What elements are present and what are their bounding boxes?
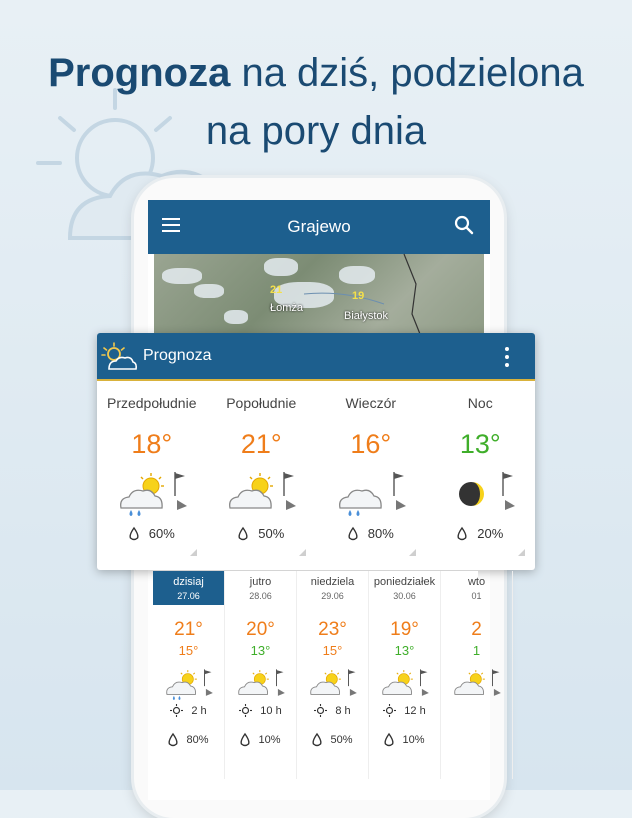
day-name: poniedziałek	[373, 576, 436, 588]
forecast-card-title: Prognoza	[143, 347, 212, 364]
day-name: wto	[467, 576, 486, 588]
rain-drop-icon	[168, 733, 178, 747]
search-icon[interactable]	[454, 215, 474, 235]
period-temp: 21°	[240, 429, 282, 459]
sun-hours-icon	[314, 704, 327, 717]
day-icon-wrap	[441, 668, 512, 696]
moon-icon	[441, 470, 519, 516]
day-column[interactable]	[225, 571, 297, 779]
more-vert-icon[interactable]	[505, 347, 509, 371]
rain-drop-icon	[384, 733, 394, 747]
day-min-temp: 13°	[394, 643, 415, 658]
rain-drop-icon	[240, 733, 250, 747]
day-max-temp: 21°	[174, 619, 203, 640]
day-header	[297, 571, 368, 605]
day-sun-value: 2 h	[191, 704, 207, 717]
day-icon-wrap	[369, 668, 440, 696]
forecast-card-header	[97, 333, 535, 381]
period-rain	[97, 526, 207, 541]
period-icon-wrap	[426, 470, 536, 512]
day-rain-value: 10%	[258, 734, 281, 746]
period-rain	[426, 526, 536, 541]
day-icon-wrap	[153, 668, 224, 696]
weather-map[interactable]	[154, 254, 484, 344]
day-rain-value: 10%	[402, 734, 425, 746]
day-column[interactable]	[297, 571, 369, 779]
day-icon-wrap	[225, 668, 296, 696]
day-icon-wrap	[297, 668, 368, 696]
forecast-periods	[97, 381, 535, 568]
day-name: jutro	[249, 576, 272, 588]
corner-triangle-icon	[409, 549, 416, 556]
day-sun	[369, 704, 440, 717]
map-city-lomza: Łomża	[270, 302, 304, 314]
period-column[interactable]	[97, 381, 207, 568]
day-date: 01	[471, 591, 482, 601]
day-header	[153, 571, 224, 605]
period-name: Przedpołudnie	[106, 395, 197, 411]
period-rain-value: 50%	[258, 526, 285, 541]
day-date: 29.06	[321, 591, 344, 601]
period-rain-value: 80%	[367, 526, 394, 541]
headline	[0, 44, 632, 160]
rain-drop-icon	[348, 527, 358, 541]
period-temp: 18°	[131, 429, 173, 459]
day-date: 27.06	[177, 591, 200, 601]
corner-triangle-icon	[299, 549, 306, 556]
period-name: Noc	[467, 395, 493, 411]
headline-line2: na pory dnia	[205, 109, 427, 153]
day-sun	[297, 704, 368, 717]
day-header	[441, 571, 512, 605]
day-min-temp: 13°	[250, 643, 271, 658]
period-icon-wrap	[316, 470, 426, 512]
corner-triangle-icon	[518, 549, 525, 556]
day-rain	[369, 733, 440, 747]
rain-drop-icon	[238, 527, 248, 541]
period-icon-wrap	[97, 470, 207, 512]
map-city-bialystok: Białystok	[344, 310, 389, 322]
rain-drop-icon	[312, 733, 322, 747]
sun-hours-icon	[239, 704, 252, 717]
period-column[interactable]	[207, 381, 317, 568]
day-sun-value: 10 h	[260, 704, 282, 717]
day-name: niedziela	[310, 576, 355, 588]
day-column[interactable]	[153, 571, 225, 779]
map-temp-lomza: 21	[270, 284, 283, 296]
day-min-temp: 15°	[178, 643, 199, 658]
rain-sun-icon	[113, 470, 191, 516]
headline-rest: na dziś, podzielona	[230, 51, 584, 95]
day-min-temp: 15°	[322, 643, 343, 658]
day-rain-value: 50%	[330, 734, 353, 746]
map-temp-bialystok: 19	[352, 290, 365, 302]
period-rain-value: 20%	[477, 526, 504, 541]
sun-hours-icon	[383, 704, 396, 717]
cloud-sun-icon	[222, 470, 300, 516]
rain-drop-icon	[129, 527, 139, 541]
day-max-temp: 19°	[390, 619, 419, 640]
rain-drop-icon	[457, 527, 467, 541]
day-column[interactable]	[441, 571, 513, 779]
period-rain	[316, 526, 426, 541]
menu-icon[interactable]	[162, 218, 180, 232]
daily-forecast-strip	[153, 571, 486, 779]
sun-cloud-logo-icon	[101, 342, 139, 372]
period-rain-value: 60%	[148, 526, 175, 541]
forecast-card	[97, 333, 535, 570]
app-bar	[148, 200, 490, 254]
period-name: Popołudnie	[226, 395, 297, 411]
day-min-temp: 1	[472, 643, 481, 658]
rain-cloud-icon	[332, 470, 410, 516]
period-rain	[207, 526, 317, 541]
period-column[interactable]	[426, 381, 536, 568]
period-column[interactable]	[316, 381, 426, 568]
headline-bold: Prognoza	[48, 51, 231, 95]
day-max-temp: 2	[471, 619, 482, 640]
day-sun	[153, 704, 224, 717]
day-rain	[297, 733, 368, 747]
period-icon-wrap	[207, 470, 317, 512]
day-rain	[225, 733, 296, 747]
day-max-temp: 20°	[246, 619, 275, 640]
map-borders	[154, 254, 484, 344]
day-column[interactable]	[369, 571, 441, 779]
corner-triangle-icon	[190, 549, 197, 556]
day-max-temp: 23°	[318, 619, 347, 640]
sun-hours-icon	[170, 704, 183, 717]
day-sun-value: 8 h	[335, 704, 351, 717]
cloud-sun-icon	[233, 668, 288, 700]
day-header	[225, 571, 296, 605]
day-date: 30.06	[393, 591, 416, 601]
cloud-sun-icon	[305, 668, 360, 700]
day-date: 28.06	[249, 591, 272, 601]
period-temp: 16°	[350, 429, 392, 459]
period-name: Wieczór	[345, 395, 397, 411]
day-name: dzisiaj	[173, 576, 204, 588]
day-sun	[225, 704, 296, 717]
day-header	[369, 571, 440, 605]
app-title: Grajewo	[287, 217, 351, 236]
cloud-sun-icon	[377, 668, 432, 700]
day-rain	[153, 733, 224, 747]
period-temp: 13°	[459, 429, 501, 459]
day-rain-value: 80%	[186, 734, 209, 746]
day-sun-value: 12 h	[404, 704, 426, 717]
rain-sun-icon	[161, 668, 216, 700]
cloud-sun-icon	[449, 668, 504, 700]
